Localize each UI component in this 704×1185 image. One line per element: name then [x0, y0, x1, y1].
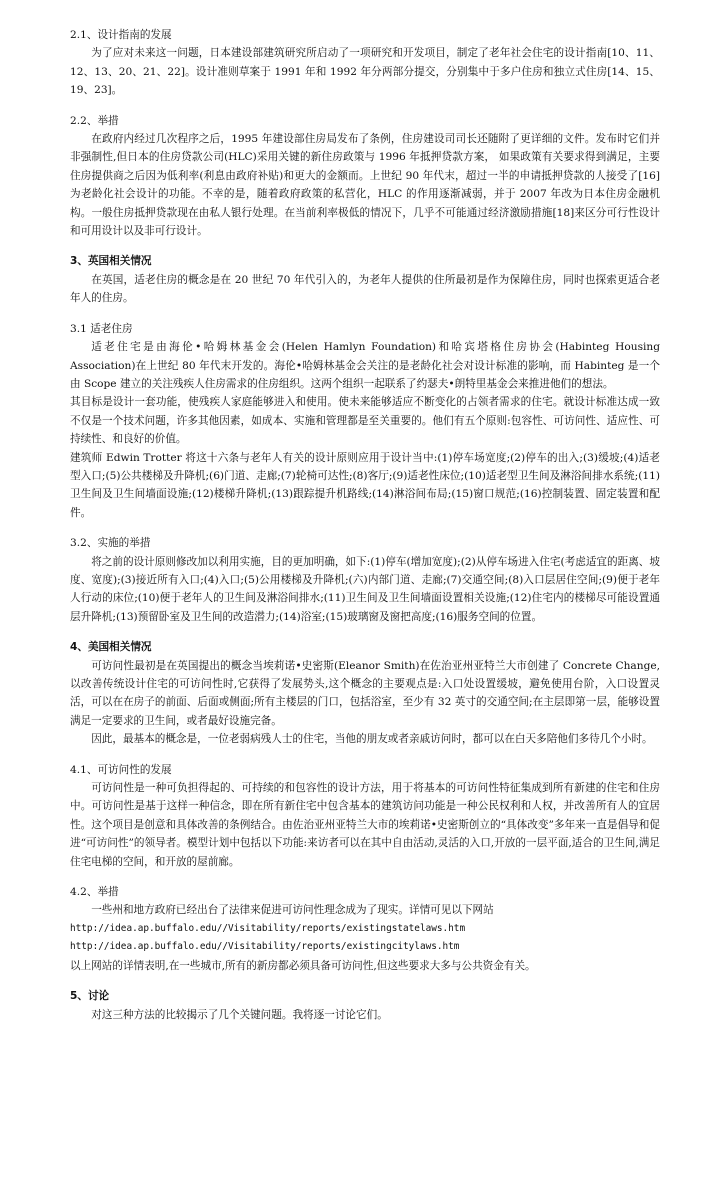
section-5-heading: 5、讨论 [70, 990, 110, 1003]
section-4-1-heading: 4.1、可访问性的发展 [70, 763, 172, 776]
city-laws-link[interactable]: http://idea.ap.buffalo.edu//Visitability/reports/existingcitylaws.htm [70, 941, 460, 953]
section-3-paragraph-1: 在英国，适老住房的概念是在 20 世纪 70 年代引入的，为老年人提供的住所最初是作为保障住房，同时也探索更适合老年人的住房。 [70, 273, 660, 305]
section-5-paragraph-1: 对这三种方法的比较揭示了几个关键问题。我将逐一讨论它们。 [91, 1008, 388, 1021]
section-4-1-paragraph-1: 可访问性是一种可负担得起的、可持续的和包容性的设计方法，用于将基本的可访问性特征集成到所有新建的住宅和住房中。可访问性是基于这样一种信念，即在所有新住宅中包含基本的建筑访问功能是一种公民权利和人权，并改善所有人的宜居性。这个项目是创意和具体改善的条例结合。由佐治亚州亚特兰大市的埃莉诺•史密斯创立的“具体改变”多年来一直是倡导和促进“可访问性”的领导者。模型计划中包括以下功能:来访者可以在其中自由活动,灵活的入口,开放的一层平面,适合的卫生间,满足住宅电梯的空间，和开放的屋前廊。 [70, 782, 660, 868]
section-3-1-paragraph-2: 其目标是设计一套功能，使残疾人家庭能够进入和使用。使未来能够适应不断变化的占领者需求的住宅。就设计标准达成一致不仅是一个技术问题，许多其他因素，如成本、实施和管理都是至关重要的。他们有五个原则:包容性、可访问性、适应性、可持续性、和良好的价值。 [70, 396, 660, 446]
section-4-heading: 4、美国相关情况 [70, 641, 152, 654]
section-3-2-heading: 3.2、实施的举措 [70, 537, 151, 550]
section-2-2-paragraph-1: 在政府内经过几次程序之后，1995 年建设部住房局发布了条例，住房建设司司长还随附了更详细的文件。发布时它们并非强制性,但日本的住房贷款公司(HLC)采用关键的新住房政策与 1996 年抵押贷款方案， 如果政策有关要求得到满足，主要住房提供商之后因为低利率(利息由政府补贴)和更大的金额而。上世纪 90 年代末，超过一半的申请抵押贷款的人接受了[16]为老龄化社会设计的功能。不幸的是，随着政府政策的私营化，HLC 的作用逐渐减弱，并于 2007 年改为日本住房金融机构。一般住房抵押贷款现在由私人银行处理。在当前利率极低的情况下，几乎不可能通过经济激励措施[18]来区分可行性设计和可用设计以及非可行设计。 [70, 133, 660, 238]
section-3-1-paragraph-3: 建筑师 Edwin Trotter 将这十六条与老年人有关的设计原则应用于设计当中:(1)停车场宽度;(2)停车的出入;(3)缓坡;(4)适老型入口;(5)公共楼梯及升降机;(6)门道、走廊;(7)轮椅可达性;(8)客厅;(9)适老性床位;(10)适老型卫生间及淋浴间排水系统;(11)卫生间及卫生间墙面设施;(12)楼梯升降机;(13)跟踪提升机路线;(14)淋浴间布局;(15)窗口规范;(16)控制装置、固定装置和配件。 [70, 451, 660, 519]
section-2-2-heading: 2.2、举措 [70, 114, 119, 127]
section-4-2-heading: 4.2、举措 [70, 886, 119, 899]
section-4-2-paragraph-1: 一些州和地方政府已经出台了法律来促进可访问性理念成为了现实。详情可见以下网站 [91, 904, 494, 917]
section-2-1-paragraph-1: 为了应对未来这一问题，日本建设部建筑研究所启动了一项研究和开发项目，制定了老年社会住宅的设计指南[10、11、12、13、20、21、22]。设计准则草案于 1991 年和 1992 年分两部分提交，分别集中于多户住房和独立式住房[14、15、19、23]。 [70, 47, 660, 97]
section-2-1-heading: 2.1、设计指南的发展 [70, 29, 172, 41]
section-3-1-paragraph-1: 适老住宅是由海伦•哈姆林基金会(Helen Hamlyn Foundation)和哈宾塔格住房协会(Habinteg Housing Association)在上世纪 80 年代末开发的。海伦•哈姆林基金会关注的是老龄化社会对设计标准的影响，而 Habinteg 是一个由 Scope 建立的关注残疾人住房需求的住房组织。这两个组织一起联系了约瑟夫•朗特里基金会来推进他们的想法。 [70, 341, 660, 390]
section-3-heading: 3、英国相关情况 [70, 255, 152, 268]
section-4-paragraph-2: 因此，最基本的概念是，一位老弱病残人士的住宅，当他的朋友或者亲戚访问时，都可以在白天多陪他们多待几个小时。 [91, 733, 653, 746]
section-3-2-paragraph-1: 将之前的设计原则修改加以利用实施，目的更加明确，如下:(1)停车(增加宽度);(2)从停车场进入住宅(考虑适宜的距离、坡度、宽度);(3)接近所有入口;(4)入口;(5)公用楼梯及升降机;(六)内部门道、走廊;(7)交通空间;(8)入口层居住空间;(9)便于老年人行动的床位;(10)便于老年人的卫生间及淋浴间排水;(11)卫生间及卫生间墙面设置相关设施;(12)住宅内的楼梯尽可能设置通层升降机;(13)预留卧室及卫生间的改造潜力;(14)浴室;(15)玻璃窗及窗把高度;(16)服务空间的位置。 [70, 555, 660, 623]
section-3-1-heading: 3.1 适老住房 [70, 322, 133, 335]
section-4-paragraph-1: 可访问性最初是在英国提出的概念当埃莉诺•史密斯(Eleanor Smith)在佐治亚州亚特兰大市创建了 Concrete Change,以改善传统设计住宅的可访问性时,它获得了发展势头,这个概念的主要观点是:入口处设置缓坡，避免使用台阶，入口设置灵活，可以在在房子的前面、后面或侧面;所有主楼层的门口，包括浴室，至少有 32 英寸的交通空间;在主层即第一层，能够设置满足一定要求的卫生间，或者最好设施完备。 [70, 659, 660, 727]
state-laws-link[interactable]: http://idea.ap.buffalo.edu//Visitability/reports/existingstatelaws.htm [70, 922, 466, 934]
section-4-2-paragraph-2: 以上网站的详情表明,在一些城市,所有的新房都必须具备可访问性,但这些要求大多与公共资金有关。 [70, 959, 536, 972]
